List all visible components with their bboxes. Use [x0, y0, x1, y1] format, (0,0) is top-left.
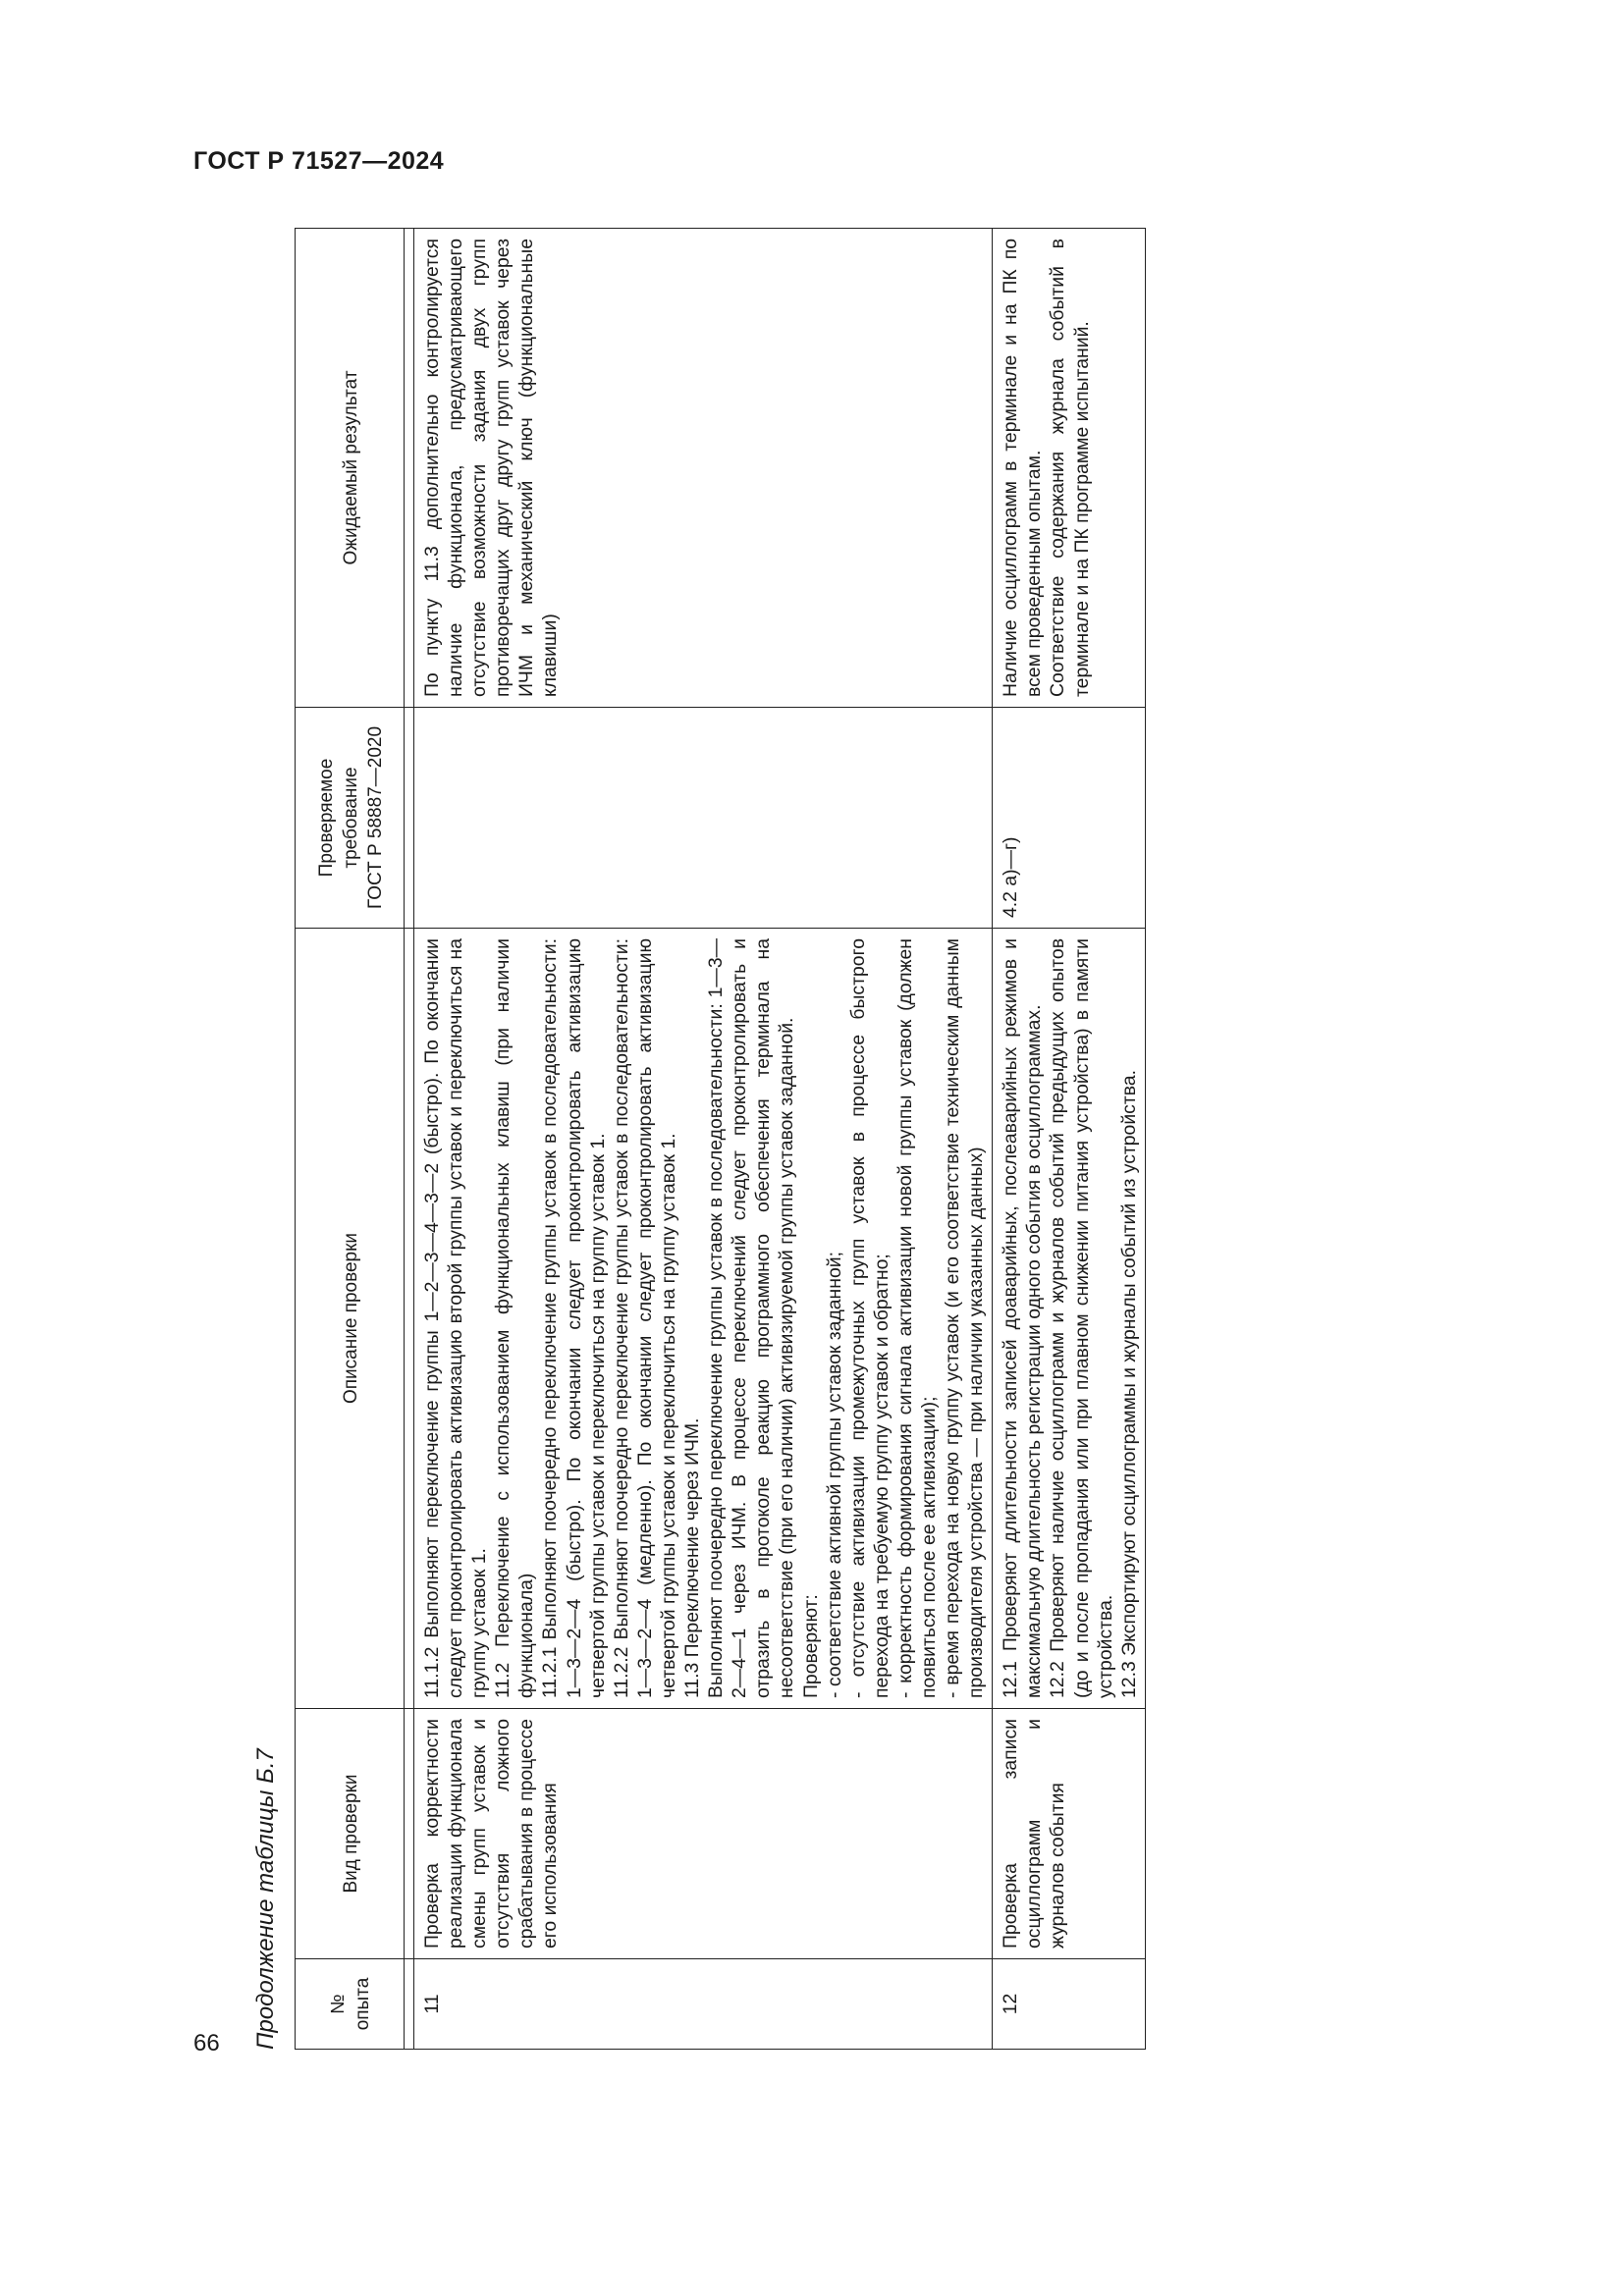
test-table — [295, 228, 1146, 2050]
desc-paragraph: Выполняют поочередно переключение группы уставок в последовательности: 1—3—2—4—1 через ИЧМ. В процессе переключений следует проконтролировать и отразить в протоколе реакцию программного обеспечения терминала на несоответствие (при его наличии) активизируемой группы уставок заданной. — [705, 938, 798, 1698]
checked-requirement — [414, 708, 993, 929]
check-description — [414, 929, 993, 1709]
row-number: 12 — [993, 1959, 1146, 2050]
check-kind: Проверка записи осциллограмм и журналов события — [993, 1709, 1146, 1959]
expected-result — [993, 229, 1146, 708]
desc-paragraph: 12.2 Проверяют наличие осциллограмм и журналов событий предыдущих опытов (до и после пропадания или при плавном снижении питания устройства) в памяти устройства. — [1047, 938, 1116, 1698]
table-header-row — [296, 229, 405, 2050]
desc-paragraph: 11.1.2 Выполняют переключение группы 1—2—3—4—3—2 (быстро). По окончании следует проконтролировать активизацию второй группы уставок и переключиться на группу уставок 1. — [421, 938, 491, 1698]
desc-paragraph: - корректность формирования сигнала активизации новой группы уставок (должен появиться после ее активизации); — [893, 938, 940, 1698]
rotated-table-region — [244, 229, 1474, 2050]
col-header-kind: Вид проверки — [296, 1709, 405, 1959]
document-header: ГОСТ Р 71527—2024 — [193, 147, 445, 175]
row-number: 11 — [414, 1959, 993, 2050]
desc-paragraph: 11.2.2 Выполняют поочередно переключение группы уставок в последовательности: 1—3—2—4 (медленно). По окончании следует проконтролировать активизацию четвертой группы уставок и переключиться на группу уставок 1. — [610, 938, 679, 1698]
checked-requirement: 4.2 а)—г) — [993, 708, 1146, 929]
desc-paragraph: 11.2 Переключение с использованием функциональных клавиш (при наличии функционала) — [492, 938, 538, 1698]
table-divider-row — [405, 229, 414, 2050]
desc-paragraph: - соответствие активной группы уставок заданной; — [823, 1252, 845, 1698]
col-header-res: Ожидаемый результат — [296, 229, 405, 708]
desc-paragraph: - отсутствие активизации промежуточных групп уставок в процессе быстрого перехода на требуемую группу уставок и обратно; — [846, 938, 893, 1698]
desc-paragraph: 12.1 Проверяют длительности записей доаварийных, послеаварийных режимов и максимальную длительность регистрации одного события в осциллограммах. — [1000, 938, 1046, 1698]
desc-paragraph: 12.3 Экспортируют осциллограммы и журналы событий из устройства. — [1117, 1069, 1140, 1698]
desc-paragraph: - время перехода на новую группу уставок (и его соответствие техническим данным производителя устройства — при наличии указанных данных) — [942, 938, 988, 1698]
col-header-req: Проверяемое требование ГОСТ Р 58887—2020 — [296, 708, 405, 929]
check-description — [993, 929, 1146, 1709]
col-header-no: № опыта — [296, 1959, 405, 2050]
check-kind: Проверка корректности реализации функционала смены групп уставок и отсутствия ложного срабатывания в процессе его использования — [414, 1709, 993, 1959]
table-row — [414, 229, 993, 2050]
table-caption: Продолжение таблицы Б.7 — [252, 1748, 279, 2050]
result-paragraph: Наличие осциллограмм в терминале и на ПК по всем проведенным опытам. — [1000, 239, 1046, 697]
col-header-desc: Описание проверки — [296, 929, 405, 1709]
table-row — [993, 229, 1146, 2050]
desc-paragraph: 11.2.1 Выполняют поочередно переключение группы уставок в последовательности: 1—3—2—4 (быстро). По окончании следует проконтролировать активизацию четвертой группы уставок и переключиться на группу уставок 1. — [539, 938, 609, 1698]
result-paragraph: Соответствие содержания журнала событий в терминале и на ПК программе испытаний. — [1047, 239, 1093, 697]
page-number: 66 — [193, 2030, 220, 2056]
desc-paragraph: Проверяют: — [799, 1594, 822, 1698]
expected-result: По пункту 11.3 дополнительно контролируется наличие функционала, предусматривающего отсутствие возможности задания двух групп противоречащих друг другу групп уставок через ИЧМ и механический ключ (функциональные клавиши) — [414, 229, 993, 708]
desc-paragraph: 11.3 Переключение через ИЧМ. — [681, 1417, 704, 1698]
